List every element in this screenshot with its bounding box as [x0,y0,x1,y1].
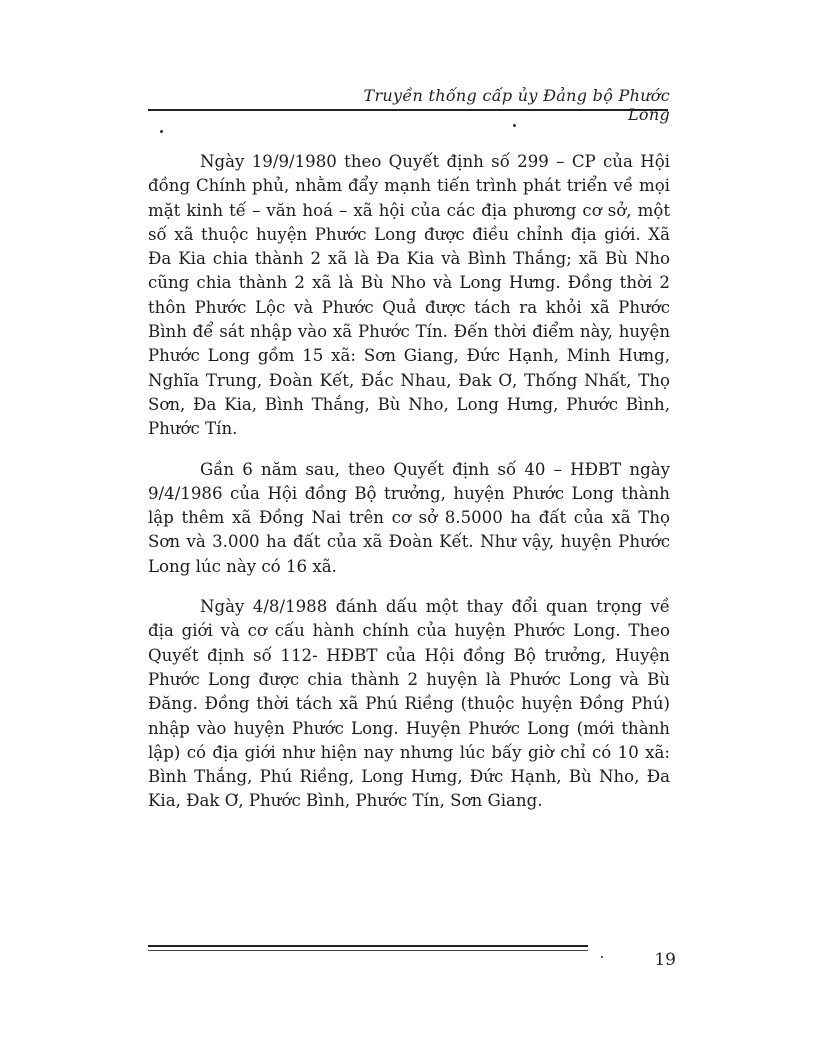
scan-speck [160,130,163,133]
footer-rule-thin [148,950,588,951]
header-rule [148,109,668,111]
footer-rule [148,945,588,947]
paragraph-2: Gần 6 năm sau, theo Quyết định số 40 – HĐBT ngày 9/4/1986 của Hội đồng Bộ trưởng, huyện Phước Long thành lập thêm xã Đồng Nai trên cơ sở 8.5000 ha đất của xã Thọ Sơn và 3.000 ha đất của xã Đoàn Kết. Như vậy, huyện Phước Long lúc này có 16 xã. [148,459,670,576]
paragraph-1: Ngày 19/9/1980 theo Quyết định số 299 – CP của Hội đồng Chính phủ, nhằm đẩy mạnh tiến trình phát triển về mọi mặt kinh tế – văn hoá – xã hội của các địa phương cơ sở, một số xã thuộc huyện Phước Long được điều chỉnh địa giới. Xã Đa Kia chia thành 2 xã là Đa Kia và Bình Thắng; xã Bù Nho cũng chia thành 2 xã là Bù Nho và Long Hưng. Đồng thời 2 thôn Phước Lộc và Phước Quả được tách ra khỏi xã Phước Bình để sát nhập vào xã Phước Tín. Đến thời điểm này, huyện Phước Long gồm 15 xã: Sơn Giang, Đức Hạnh, Minh Hưng, Nghĩa Trung, Đoàn Kết, Đắc Nhau, Đak Ơ, Thống Nhất, Thọ Sơn, Đa Kia, Bình Thắng, Bù Nho, Long Hưng, Phước Bình, Phước Tín. [148,152,670,439]
running-header-title: Truyền thống cấp ủy Đảng bộ Phước Long [363,86,670,124]
scan-speck [513,124,516,127]
scan-speck [601,956,603,958]
page-number: 19 [654,950,676,970]
paragraph-3: Ngày 4/8/1988 đánh dấu một thay đổi quan trọng về địa giới và cơ cấu hành chính của huyện Phước Long. Theo Quyết định số 112- HĐBT của Hội đồng Bộ trưởng, Huyện Phước Long được chia thành 2 huyện là Phước Long và Bù Đăng. Đồng thời tách xã Phú Riềng (thuộc huyện Đồng Phú) nhập vào huyện Phước Long. Huyện Phước Long (mới thành lập) có địa giới như hiện nay nhưng lúc bấy giờ chỉ có 10 xã: Bình Thắng, Phú Riềng, Long Hưng, Đức Hạnh, Bù Nho, Đa Kia, Đak Ơ, Phước Bình, Phước Tín, Sơn Giang. [148,597,670,811]
body-text [148,150,670,830]
